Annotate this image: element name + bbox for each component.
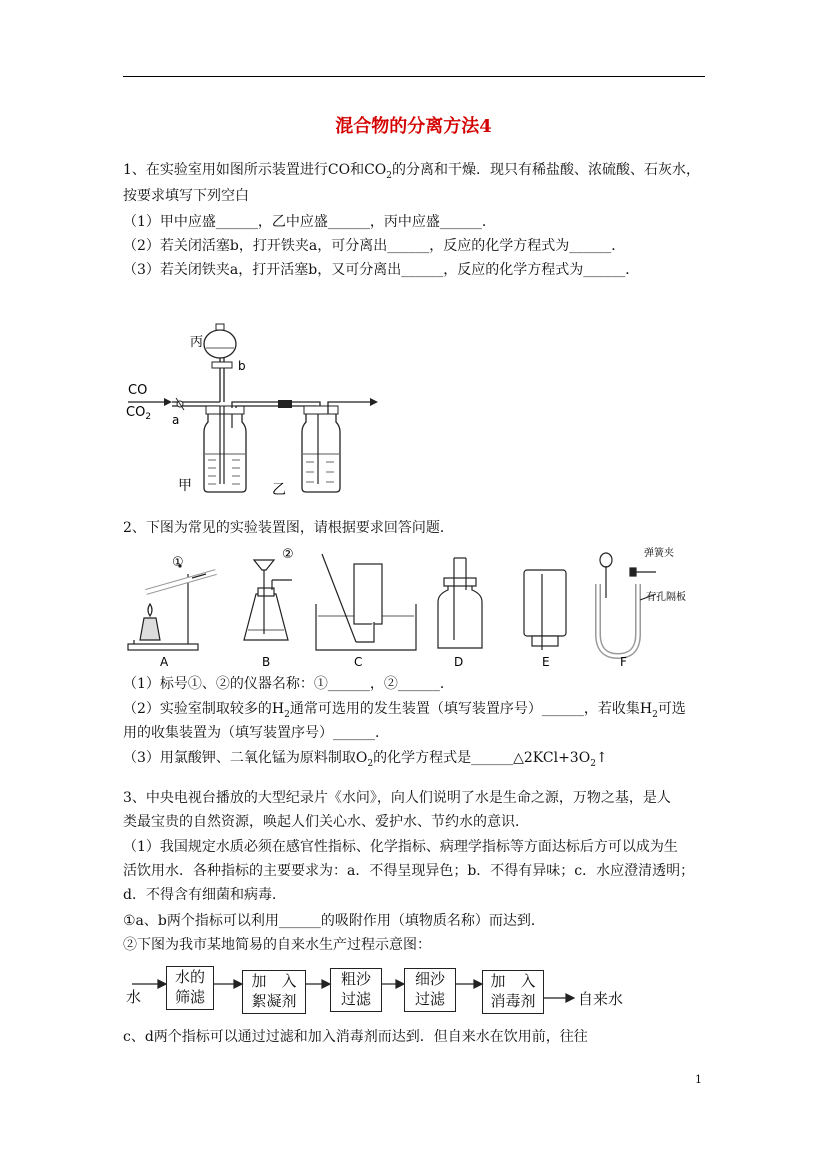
q2-line-1: 2、下图为常见的实验装置图，请根据要求回答问题． — [123, 520, 454, 536]
q3-line-3: （1）我国规定水质必须在感官性指标、化学指标、病理学指标等方面达标后方可以成为生 — [123, 839, 678, 855]
label-B: B — [262, 655, 271, 669]
q3-line-7: ②下图为我市某地简易的自来水生产过程示意图： — [123, 937, 431, 953]
label-b: b — [238, 359, 246, 373]
label-D: D — [454, 655, 464, 669]
page-title: 混合物的分离方法4 — [335, 116, 492, 137]
label-a: a — [172, 413, 180, 427]
q3-line-2: 类最宝贵的自然资源，唤起人们关心水、爱护水、节约水的意识． — [123, 814, 529, 830]
label-F: F — [620, 655, 627, 669]
marker-1: ① — [172, 555, 184, 570]
q1-line-1: 1、在实验室用如图所示装置进行CO和$CO_2$的分离和干燥．现只有稀盐酸、浓硫酸、石灰水， — [123, 162, 701, 181]
water-process-flow — [124, 962, 644, 1022]
lab-apparatus-figure — [126, 544, 690, 670]
marker-2: ② — [282, 547, 294, 562]
flow-box-disinfectant: 加 入 消毒剂 — [482, 970, 544, 1014]
flow-end: 自来水 — [578, 990, 624, 1008]
flow-box-coarse-sand: 粗沙 过滤 — [330, 968, 382, 1012]
q1-line-3: （1）甲中应盛______，乙中应盛______，丙中应盛______． — [123, 214, 496, 230]
label-jia: 甲 — [178, 478, 192, 494]
q3-line-5: d．不得含有细菌和病毒． — [123, 887, 286, 903]
label-spring-clip: 弹簧夹 — [644, 548, 674, 559]
label-yi: 乙 — [272, 482, 286, 498]
q2-line-4: 用的收集装置为（填写装置序号）______． — [123, 725, 389, 741]
label-co2: $CO_2$ — [126, 405, 152, 422]
q3-line-1: 3、中央电视台播放的大型纪录片《水问》，向人们说明了水是生命之源，万物之基，是人 — [123, 790, 671, 806]
q3-line-8: c、d两个指标可以通过过滤和加入消毒剂而达到．但自来水在饮用前，往往 — [123, 1029, 588, 1045]
header-rule — [123, 76, 705, 77]
flow-start: 水 — [126, 988, 142, 1006]
q3-line-4: 活饮用水．各种指标的主要要求为：a．不得呈现异色；b．不得有异味；c．水应澄清透明； — [123, 863, 695, 879]
flow-box-fine-sand: 细沙 过滤 — [404, 968, 456, 1012]
q1-line-4: （2）若关闭活塞b，打开铁夹a，可分离出______，反应的化学方程式为______． — [123, 238, 626, 254]
label-A: A — [160, 655, 169, 669]
label-C: C — [354, 655, 363, 669]
q2-line-3: （2）实验室制取较多的$H_2$通常可选用的发生装置（填写装置序号）______，若收集$H_2$可选 — [123, 701, 686, 720]
q1-line-5: （3）若关闭铁夹a，打开活塞b，又可分离出______，反应的化学方程式为______． — [123, 262, 640, 278]
flow-box-flocculant: 加 入 絮凝剂 — [242, 970, 306, 1014]
label-bing: 丙 — [190, 335, 204, 350]
q3-line-6: ①a、b两个指标可以利用______的吸附作用（填物质名称）而达到． — [123, 913, 545, 929]
q1-line-2: 按要求填写下列空白 — [123, 188, 249, 204]
label-E: E — [542, 655, 550, 669]
label-co: CO — [128, 383, 148, 398]
flow-box-screen: 水的 筛滤 — [166, 966, 214, 1010]
label-perforated-plate: 有孔隔板 — [646, 592, 686, 603]
q2-line-5: （3）用氯酸钾、二氧化锰为原料制取$O_2$的化学方程式是$\_\_\_\_\_\_\triangle 2KCl+3O_2↑$ — [123, 750, 608, 769]
q2-line-2: （1）标号①、②的仪器名称：①______，②______． — [123, 676, 454, 692]
gas-separation-figure — [120, 318, 390, 500]
page-number: 1 — [695, 1073, 702, 1086]
